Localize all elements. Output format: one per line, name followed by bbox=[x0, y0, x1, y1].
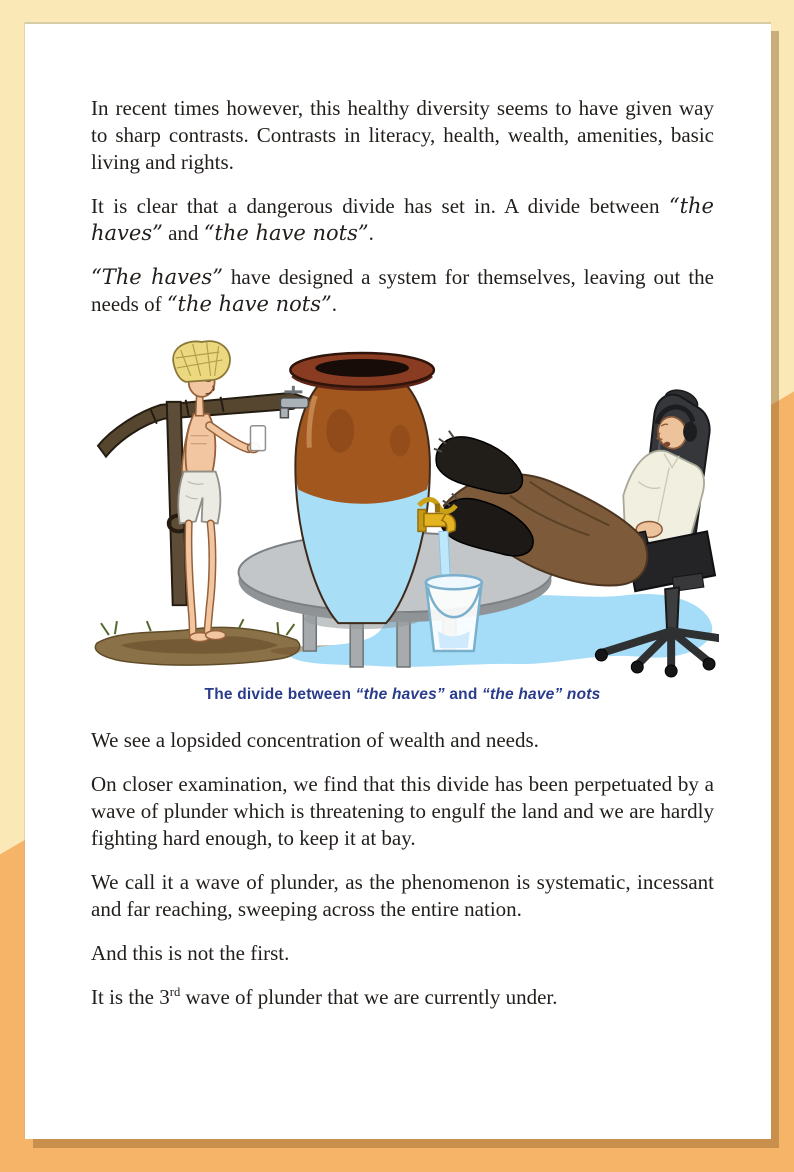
text-run: And this is not the first. bbox=[91, 941, 290, 965]
page-content bbox=[25, 24, 771, 1011]
paper-sheet bbox=[25, 22, 771, 1139]
text-run: and bbox=[162, 221, 204, 245]
shorts bbox=[178, 472, 220, 524]
caption-text: and bbox=[444, 686, 483, 703]
divide-illustration bbox=[91, 335, 719, 681]
paragraph-divide bbox=[91, 193, 714, 247]
quoted-phrase-have-nots: “the have nots” bbox=[203, 221, 369, 245]
paragraph-wave bbox=[91, 869, 714, 923]
paragraph-examination bbox=[91, 771, 714, 852]
illustration-caption bbox=[91, 686, 714, 704]
text-run: In recent times however, this healthy diversity seems to have given way to sharp contrasts. Contrasts in literacy, health, wealth, amenities, basic living and rights. bbox=[91, 96, 714, 174]
quoted-phrase-haves: “the haves” bbox=[91, 194, 714, 245]
empty-glass bbox=[250, 426, 265, 451]
paragraph-third-wave bbox=[91, 984, 714, 1011]
quoted-phrase-the-haves: “The haves” bbox=[91, 265, 223, 289]
text-run: . bbox=[368, 221, 374, 245]
text-run: . bbox=[331, 292, 337, 316]
bucket bbox=[426, 575, 482, 651]
pot-mouth bbox=[315, 359, 409, 377]
text-run: On closer examination, we find that this divide has been perpetuated by a wave of plunder which is threatening to engulf the land and we are hardly fighting hard enough, to keep it at bay. bbox=[91, 772, 714, 850]
caption-italic-haves: “the haves” bbox=[355, 686, 445, 703]
shoe-upper bbox=[436, 437, 522, 494]
ordinal-superscript: rd bbox=[169, 985, 181, 999]
text-run: We see a lopsided concentration of wealth and needs. bbox=[91, 728, 539, 752]
paragraph-intro bbox=[91, 95, 714, 176]
text-run: It is clear that a dangerous divide has set in. A divide between bbox=[91, 194, 669, 218]
text-run: wave of plunder that we are currently under. bbox=[180, 985, 558, 1009]
caption-italic-have-nots: “the have” nots bbox=[482, 686, 601, 703]
paragraph-system bbox=[91, 264, 714, 318]
paragraph-not-first bbox=[91, 940, 714, 967]
text-run: It is the 3 bbox=[91, 985, 170, 1009]
turban bbox=[173, 341, 230, 382]
text-run: We call it a wave of plunder, as the phenomenon is systematic, incessant and far reaching, sweeping across the entire nation. bbox=[91, 870, 714, 921]
text-run: have designed a system for themselves, leaving out the needs of bbox=[91, 265, 714, 316]
quoted-phrase-the-have-nots: “the have nots” bbox=[166, 292, 332, 316]
chair-post bbox=[665, 587, 679, 632]
paragraph-lopsided bbox=[91, 727, 714, 754]
caption-text: The divide between bbox=[204, 686, 356, 703]
